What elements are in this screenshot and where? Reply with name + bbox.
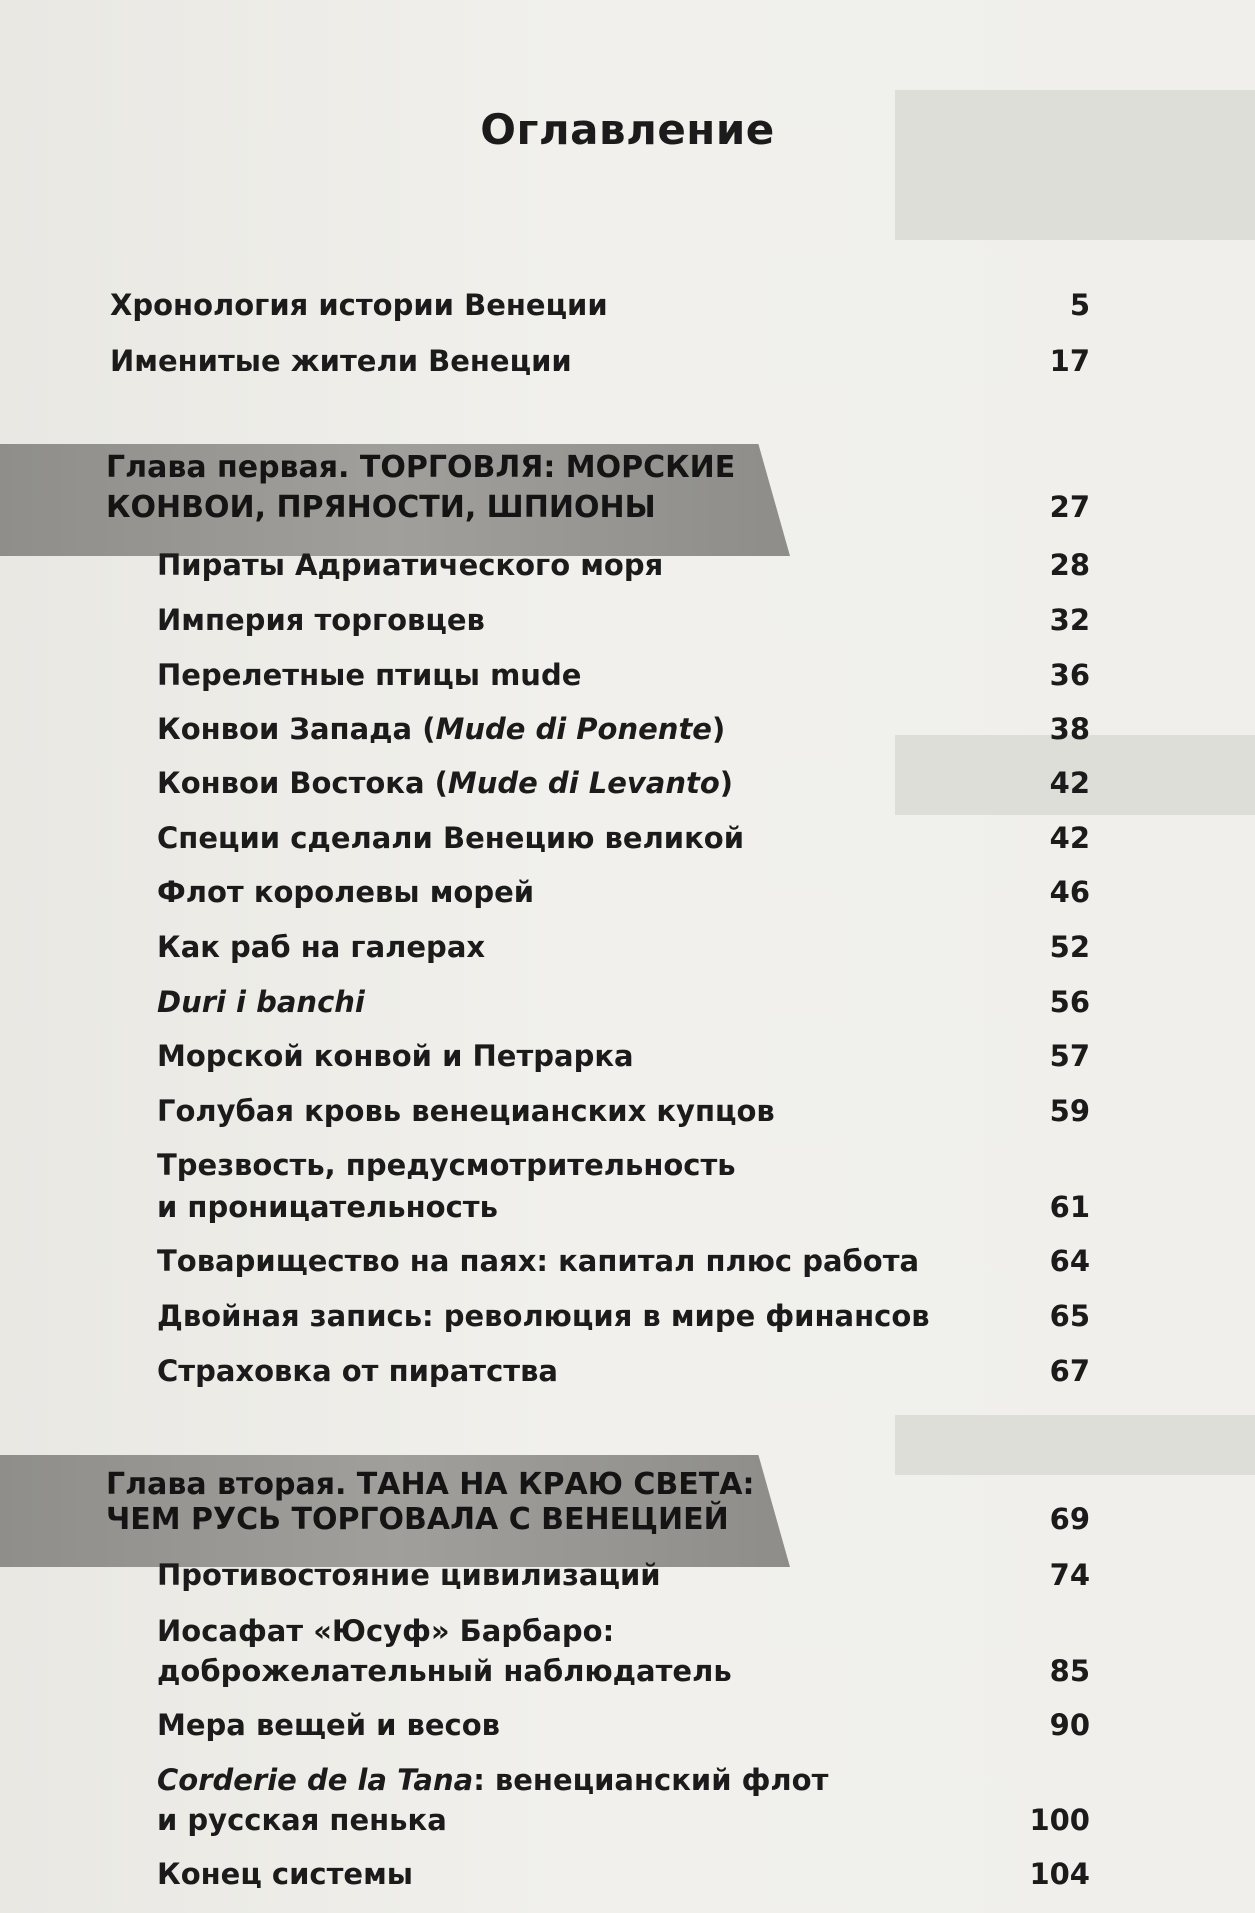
toc-entry-title: Страховка от пиратства (157, 1354, 558, 1388)
toc-entry (0, 1612, 1255, 1696)
toc-entry-page: 67 (1049, 1354, 1090, 1388)
toc-entry-title-part: ) (719, 766, 734, 800)
toc-entry-title: Как раб на галерах (157, 930, 486, 964)
chapter-2-title-line1: Глава вторая. ТАНА НА КРАЮ СВЕТА: (106, 1467, 755, 1502)
toc-entry-page: 74 (1049, 1558, 1090, 1592)
toc-entry-title-part: : венецианский флот (473, 1763, 829, 1797)
toc-entry-title: Duri i banchi (157, 985, 365, 1019)
toc-entry-page: 42 (1049, 821, 1090, 855)
toc-entry-title (157, 710, 725, 748)
chapter-1-title-line2: КОНВОИ, ПРЯНОСТИ, ШПИОНЫ (106, 490, 656, 525)
toc-entry-page: 28 (1049, 548, 1090, 582)
toc-entry-page: 36 (1049, 658, 1090, 692)
toc-entry-page: 32 (1049, 603, 1090, 637)
page-title: Оглавление (480, 105, 775, 154)
toc-entry-page: 42 (1049, 766, 1090, 800)
toc-entry-page: 65 (1049, 1299, 1090, 1333)
toc-entry-title: Двойная запись: революция в мире финансов (157, 1299, 930, 1333)
toc-entry (0, 1761, 1255, 1845)
chapter-1-page: 27 (1049, 490, 1090, 524)
toc-entry-page: 56 (1049, 985, 1090, 1019)
toc-entry-title-line2: и русская пенька (157, 1803, 447, 1837)
toc-entry-title: Противостояние цивилизаций (157, 1558, 661, 1592)
toc-entry-title-line1 (157, 1761, 828, 1799)
toc-entry-page: 46 (1049, 875, 1090, 909)
toc-entry-title-part: ) (711, 712, 726, 746)
toc-entry-title: Именитые жители Венеции (110, 344, 572, 378)
chapter-1-title-line1: Глава первая. ТОРГОВЛЯ: МОРСКИЕ (106, 450, 736, 485)
toc-entry-title: Мера вещей и весов (157, 1708, 501, 1742)
toc-entry-title: Голубая кровь венецианских купцов (157, 1094, 775, 1128)
toc-entry-title-line2: и проницательность (157, 1190, 498, 1224)
toc-entry-page: 59 (1049, 1094, 1090, 1128)
toc-entry-page: 100 (1029, 1803, 1090, 1837)
toc-entry-page: 38 (1049, 712, 1090, 746)
toc-entry-title: Пираты Адриатического моря (157, 548, 664, 582)
toc-entry-title-line1: Иосафат «Юсуф» Барбаро: (157, 1614, 615, 1648)
toc-entry-page: 57 (1049, 1039, 1090, 1073)
toc-entry (0, 1146, 1255, 1230)
toc-entry-page: 17 (1049, 344, 1090, 378)
toc-entry-page: 52 (1049, 930, 1090, 964)
toc-entry-page: 61 (1049, 1190, 1090, 1224)
toc-entry-title-italic: Mude di Levanto (447, 766, 720, 800)
toc-entry-page: 5 (1069, 288, 1090, 322)
toc-entry-title: Империя торговцев (157, 603, 485, 637)
bleed-through-shade (895, 1415, 1255, 1475)
toc-entry-title-part: Конвои Запада ( (157, 712, 436, 746)
toc-entry-title: Хронология истории Венеции (110, 288, 608, 322)
toc-entry-title-italic: Corderie de la Tana (157, 1763, 474, 1797)
toc-entry-title: Морской конвой и Петрарка (157, 1039, 634, 1073)
toc-entry-page: 85 (1049, 1654, 1090, 1688)
toc-entry-title-italic: Mude di Ponente (435, 712, 712, 746)
toc-entry-page: 90 (1049, 1708, 1090, 1742)
toc-entry-page: 104 (1029, 1857, 1090, 1891)
toc-entry-title: Перелетные птицы mude (157, 658, 582, 692)
chapter-2-page: 69 (1049, 1502, 1090, 1536)
toc-entry-page: 64 (1049, 1244, 1090, 1278)
toc-entry-title: Специи сделали Венецию великой (157, 821, 745, 855)
toc-entry-title: Флот королевы морей (157, 875, 535, 909)
chapter-2-title-line2: ЧЕМ РУСЬ ТОРГОВАЛА С ВЕНЕЦИЕЙ (106, 1502, 729, 1537)
toc-entry-title (157, 764, 733, 802)
toc-entry-title: Конец системы (157, 1857, 414, 1891)
toc-entry-title-part: Конвои Востока ( (157, 766, 448, 800)
toc-entry-title-line2: доброжелательный наблюдатель (157, 1654, 732, 1688)
toc-entry-title: Товарищество на паях: капитал плюс работа (157, 1244, 920, 1278)
toc-entry-title-line1: Трезвость, предусмотрительность (157, 1148, 736, 1182)
